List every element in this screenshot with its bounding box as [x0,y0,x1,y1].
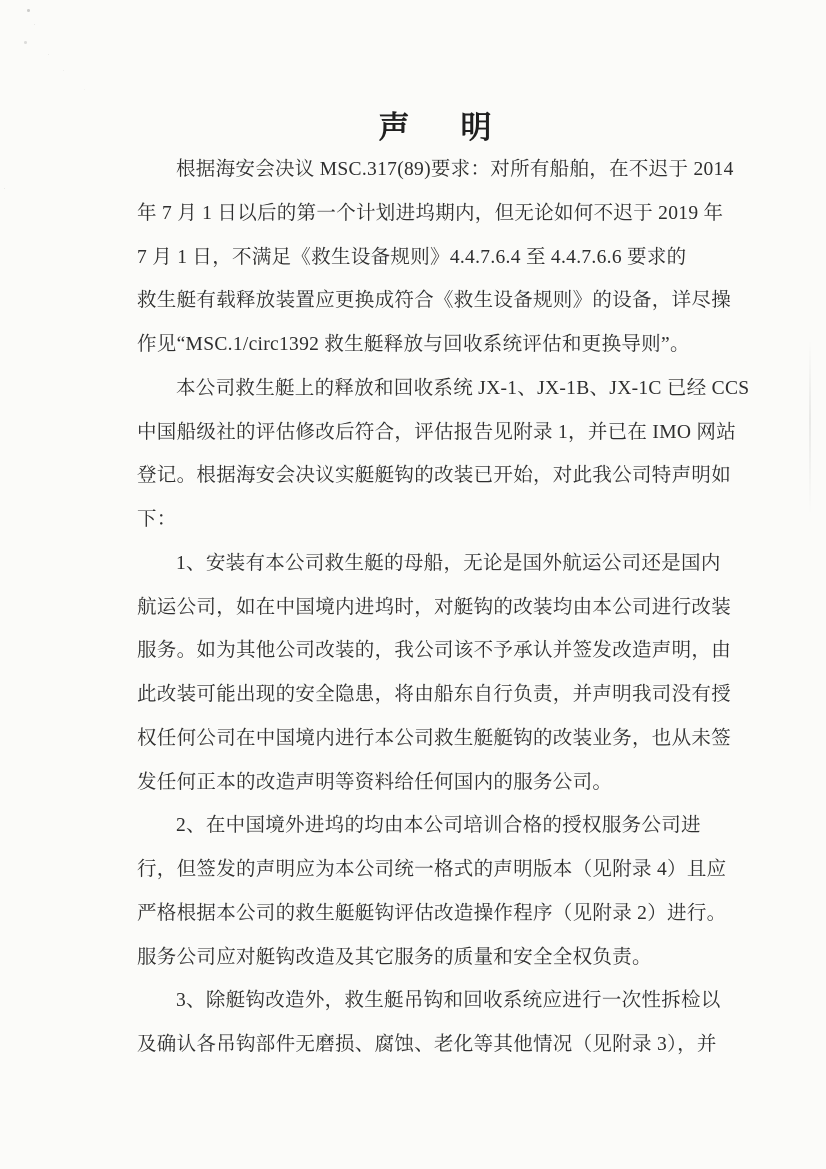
text-line: 行，但签发的声明应为本公司统一格式的声明版本（见附录 4）且应 [137,859,727,880]
document-title: 声 明 [378,110,502,145]
text-line: 服务公司应对艇钩改造及其它服务的质量和安全全权负责。 [137,946,652,968]
text-line: 年 7 月 1 日以后的第一个计划进坞期内，但无论如何不迟于 2019 年 [137,202,724,224]
scan-artifact-speckles [0,0,3,3]
scan-artifact-streak [809,340,811,515]
text-line: 服务。如为其他公司改装的，我公司该不予承认并签发改造声明，由 [137,640,732,662]
text-line: 发任何正本的改造声明等资料给任何国内的服务公司。 [137,771,613,793]
text-line: 3、除艇钩改造外，救生艇吊钩和回收系统应进行一次性拆检以 [176,990,721,1012]
text-line: 本公司救生艇上的释放和回收系统 JX-1、JX-1B、JX-1C 已经 CCS [176,377,750,399]
text-line: 中国船级社的评估修改后符合，评估报告见附录 1，并已在 IMO 网站 [137,421,736,443]
text-line: 权任何公司在中国境内进行本公司救生艇艇钩的改装业务，也从未签 [137,727,732,749]
text-line: 及确认各吊钩部件无磨损、腐蚀、老化等其他情况（见附录 3），并 [137,1034,717,1055]
text-line: 根据海安会决议 MSC.317(89)要求：对所有船舶，在不迟于 2014 [176,159,734,180]
text-line: 7 月 1 日，不满足《救生设备规则》4.4.7.6.4 至 4.4.7.6.6 要求的 [137,246,687,268]
text-line: 救生艇有载释放装置应更换成符合《救生设备规则》的设备，详尽操 [137,290,732,312]
text-line: 登记。根据海安会决议实艇艇钩的改装已开始，对此我公司特声明如 [137,465,732,487]
text-line: 此改装可能出现的安全隐患，将由船东自行负责，并声明我司没有授 [137,684,732,705]
text-line: 航运公司，如在中国境内进坞时，对艇钩的改装均由本公司进行改装 [137,596,732,618]
text-line: 下： [137,509,177,530]
text-line: 作见“MSC.1/circ1392 救生艇释放与回收系统评估和更换导则”。 [137,334,690,355]
text-line: 严格根据本公司的救生艇艇钩评估改造操作程序（见附录 2）进行。 [137,902,727,924]
text-line: 1、安装有本公司救生艇的母船，无论是国外航运公司还是国内 [176,552,721,574]
text-line: 2、在中国境外进坞的均由本公司培训合格的授权服务公司进 [176,815,701,837]
document-body [137,148,750,1067]
